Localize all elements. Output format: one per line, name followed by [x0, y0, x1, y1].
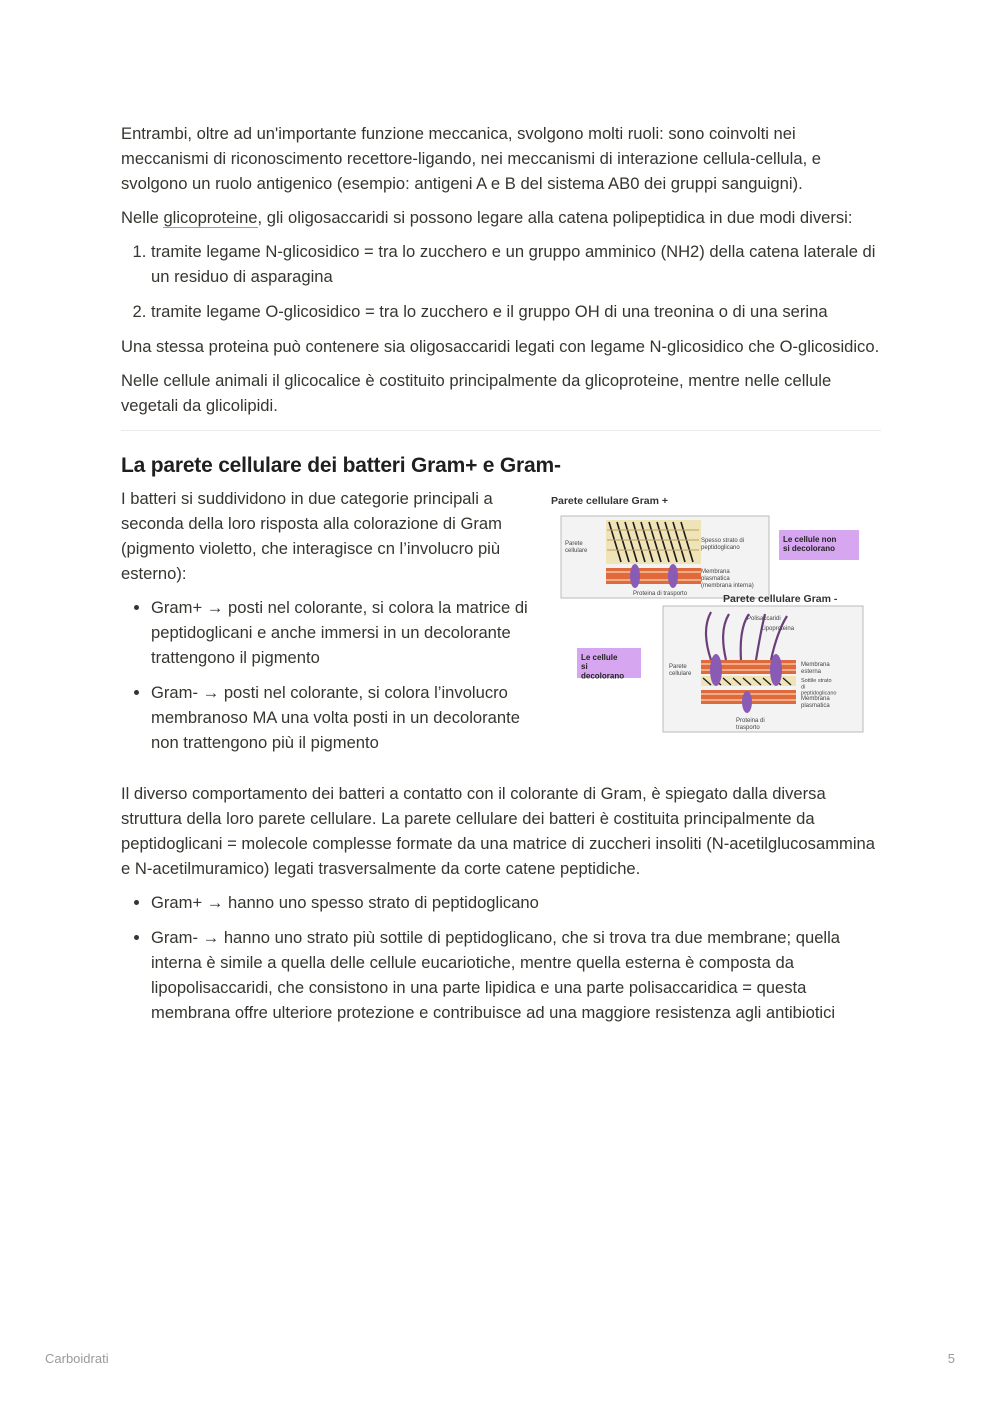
two-column-block: [121, 486, 881, 765]
neg-label-polysacc: Polisaccaridi: [747, 616, 781, 622]
page-content: [121, 121, 881, 1035]
list-item: 2. tramite legame O-glicosidico = tra lo zucchero e il gruppo OH di una treonina o di una serina: [151, 299, 881, 324]
glicoproteine-link[interactable]: glicoproteine: [163, 208, 258, 227]
divider: [121, 430, 881, 431]
footer-page-number: 5: [947, 1351, 955, 1366]
section-paragraph-1: I batteri si suddividono in due categorie principali a seconda della loro risposta alla colorazione di Gram (pigmento violetto, che interagisce cn l’involucro più esterno):: [121, 489, 502, 583]
pos-label-protein: Proteina di trasporto: [633, 591, 688, 597]
neg-label-thin: Sottile strato di peptidoglicano: [801, 678, 837, 697]
gram-pos-peptidoglycan: [606, 520, 701, 564]
left-column: [121, 486, 536, 765]
list-item: • Gram- → posti nel colorante, si colora l’involucro membranoso MA una volta posti in un decolorante non trattengono più il pigmento: [151, 680, 536, 755]
intro-paragraph-2: [121, 205, 881, 230]
list-item: • Gram+ → posti nel colorante, si colora la matrice di peptidoglicani e anche immersi in un decolorante trattengono il pigmento: [151, 595, 536, 670]
figure-title-neg: Parete cellulare Gram -: [723, 593, 838, 605]
intro-paragraph-4: Nelle cellule animali il glicocalice è costituito principalmente da glicoproteine, mentre nelle cellule vegetali da glicolipidi.: [121, 371, 832, 415]
intro-paragraph-2-post: , gli oligosaccaridi si possono legare alla catena polipeptidica in due modi diversi:: [257, 208, 853, 227]
neg-badge-text: Le cellule si decolorano: [581, 653, 625, 681]
bond-list: [121, 239, 881, 324]
gram-bullets: [121, 595, 536, 755]
neg-label-protein: Proteina di trasporto: [736, 718, 765, 731]
neg-label-lipoprotein: Lipoproteina: [761, 626, 795, 632]
section-heading: La parete cellulare dei batteri Gram+ e Gram-: [121, 454, 561, 477]
neg-label-outer: Membrana esterna: [801, 662, 830, 675]
gram-wall-diagram: [551, 490, 881, 750]
section-paragraph-2: Il diverso comportamento dei batteri a contatto con il colorante di Gram, è spiegato dalla diversa struttura della loro parete cellulare. La parete cellulare dei batteri è costituita principalmente da peptidoglicani = molecole complesse formate da una matrice di zuccheri insoliti (N-acetilglucosammina e N-acetilmuramico) legati trasversalmente da corte catene peptidiche.: [121, 784, 875, 878]
intro-paragraph-3: Una stessa proteina può contenere sia oligosaccaridi legati con legame N-glicosidico che O-glicosidico.: [121, 337, 880, 356]
pos-label-membrane: Membrana plasmatica (membrana interna): [701, 569, 754, 589]
list-item: 1. tramite legame N-glicosidico = tra lo zucchero e un gruppo amminico (NH2) della catena laterale di un residuo di asparagina: [151, 239, 881, 289]
neg-label-plasma: Membrana plasmatica: [801, 696, 830, 709]
neg-label-wall: Parete cellulare: [669, 664, 692, 677]
footer-title: Carboidrati: [45, 1351, 109, 1366]
list-item: • Gram- → hanno uno strato più sottile di peptidoglicano, che si trova tra due membrane; quella interna è simile a quella delle cellule eucariotiche, mentre quella esterna è composta da lipopolisaccaridi, che consistono in una parte lipidica e una parte polisaccaridica = questa membrana offre ulteriore protezione e contribuisce ad una maggiore resistenza agli antibiotici: [151, 925, 881, 1025]
intro-paragraph-1: Entrambi, oltre ad un'importante funzione meccanica, svolgono molti ruoli: sono coinvolti nei meccanismi di riconoscimento recettore-ligando, nei meccanismi di interazione cellula-cellula, e svolgono un ruolo antigenico (esempio: antigeni A e B del sistema AB0 dei gruppi sanguigni).: [121, 124, 822, 193]
figure-title-pos: Parete cellulare Gram +: [551, 495, 669, 507]
pos-label-peptido: Spesso strato di peptidoglicano: [701, 538, 745, 551]
list-item: • Gram+ → hanno uno spesso strato di peptidoglicano: [151, 890, 881, 915]
pos-badge-text: Le cellule non si decolorano: [783, 535, 837, 554]
pos-label-wall: Parete cellulare: [565, 541, 588, 554]
gram-structure-bullets: [121, 890, 881, 1025]
gram-figure: [551, 490, 881, 750]
intro-paragraph-2-pre: Nelle: [121, 208, 164, 227]
